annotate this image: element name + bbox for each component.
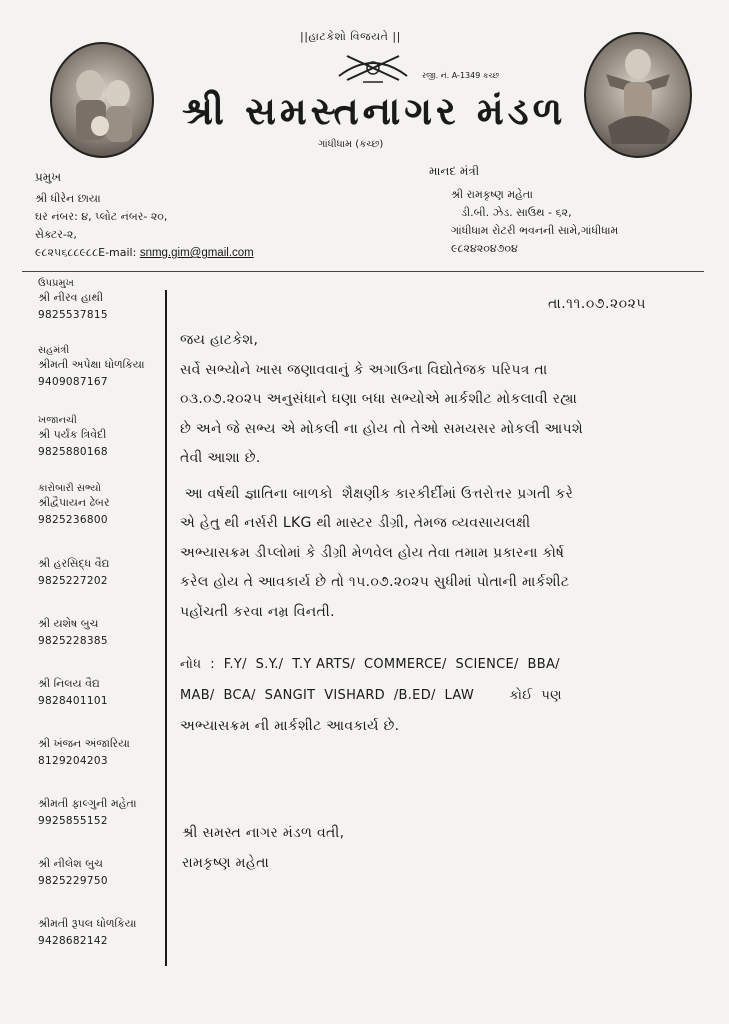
member-name: શ્રી નીલેશ બુચ — [38, 857, 103, 870]
member-name: શ્રીમતી ફાલ્ગુની મહેતા — [38, 797, 137, 810]
text-line: નોધ : F.Y/ S.Y./ T.Y ARTS/ COMMERCE/ SCIENCE/ BBA/ — [180, 657, 560, 672]
member-name: શ્રીમતી રૂપલ ધોળકિયા — [38, 917, 137, 930]
member-name: શ્રી પર્યંક ત્રિવેદી — [38, 428, 107, 441]
member-phone: 9409087167 — [38, 376, 108, 388]
member-name: શ્રીદ્વૈપાયન ઢેબર — [38, 496, 110, 509]
member-phone: 9428682142 — [38, 935, 108, 947]
text-line: છે અને જે સભ્ય એ મોકલી ના હોય તો તેઓ સમયસર મોકલી આપશે — [180, 420, 583, 437]
president-address-line1: ઘર નંબર: ૪, પ્લોટ નંબર- ૨૦, — [35, 210, 168, 223]
member-name: શ્રી નીરવ હાથી — [38, 291, 104, 304]
member-phone: 9825229750 — [38, 875, 108, 887]
members-column — [38, 278, 163, 971]
header-motto: ||હાટકેશો વિજયતે || — [300, 30, 401, 43]
letter-paragraph-2 — [180, 480, 700, 628]
member-entry — [38, 917, 163, 971]
president-block — [35, 168, 335, 262]
text-line: MAB/ BCA/ SANGIT VISHARD /B.ED/ LAW કોઈ પણ — [180, 688, 562, 703]
text-line: તેવી આશા છે. — [180, 450, 261, 466]
president-address-line2: સેક્ટર-૨, — [35, 228, 77, 241]
member-phone: 8129204203 — [38, 755, 108, 767]
text-line: આ વર્ષથી જ્ઞાતિના બાળકો શૈક્ષણીક કારકીર્દીમાં ઉત્તરોત્તર પ્રગતી કરે — [180, 485, 574, 502]
president-contact — [35, 244, 335, 262]
letter-greeting: જય હાટકેશ, — [180, 332, 259, 348]
letter-body — [180, 326, 700, 742]
text-line: સર્વે સભ્યોને ખાસ જણાવવાનું કે અગાઉના વિદ્યોતેજક પરિપત્ર તા — [180, 361, 548, 378]
letter-closing — [182, 819, 344, 878]
president-email-link[interactable]: snmg.gim@gmail.com — [139, 247, 254, 259]
header-divider — [22, 271, 704, 272]
signatory-name: રામકૃષ્ણ મહેતા — [182, 854, 270, 871]
letter-note — [180, 649, 700, 742]
member-phone: 9825228385 — [38, 635, 108, 647]
letter-paragraph-1 — [180, 356, 700, 474]
closing-line: શ્રી સમસ્ત નાગર મંડળ વતી, — [182, 825, 345, 841]
text-line: કરેલ હોય તે આવકાર્ય છે તો ૧૫.૦૭.૨૦૨૫ સુધીમાં પોતાની માર્કશીટ — [180, 574, 570, 590]
member-entry — [38, 278, 163, 345]
text-line: અભ્યાસક્રમ ની માર્કશીટ આવકાર્ય છે. — [180, 718, 400, 734]
secretary-name: શ્રી રામકૃષ્ણ મહેતા — [451, 188, 533, 201]
member-phone: 9825227202 — [38, 575, 108, 587]
text-line: એ હેતુ થી નર્સરી LKG થી માસ્ટર ડીગ્રી, તેમજ વ્યવસાયલક્ષી — [180, 515, 531, 531]
member-name: શ્રી નિલય વૈદ્ય — [38, 677, 100, 690]
member-entry — [38, 677, 163, 731]
member-entry — [38, 345, 163, 415]
text-line: પહોંચતી કરવા નમ્ર વિનતી. — [180, 603, 335, 620]
registration-number: રજી. નં. A-1349 કચ્છ — [422, 71, 499, 80]
secretary-address-line2: ગાંધીધામ રોટરી ભવનની સામે,ગાંધીધામ — [451, 224, 619, 237]
member-entry — [38, 737, 163, 791]
text-line: ૦૩.૦૭.૨૦૨૫ અનુસંધાને ઘણા બધા સભ્યોએ માર્કશીટ મોકલાવી રહ્યા — [180, 391, 578, 407]
member-name: શ્રીમતી અપેક્ષા ધોળકિયા — [38, 358, 145, 371]
member-role: કારોબારી સભ્યો — [38, 483, 101, 494]
president-name: શ્રી ધીરેન છાયા — [35, 192, 101, 205]
text-line: અભ્યાસક્રમ ડીપ્લોમાં કે ડીગ્રી મેળવેલ હોય તેવા તમામ પ્રકારના કોર્ષ — [180, 544, 565, 561]
member-role: ઉપપ્રમુખ — [38, 278, 74, 289]
president-phone: ૯૮૨૫૬૮૮૯૮૮E-mail: — [35, 246, 137, 259]
organization-city: ગાંધીધામ (કચ્છ) — [318, 139, 384, 150]
member-entry — [38, 617, 163, 671]
member-entry — [38, 557, 163, 611]
member-entry — [38, 857, 163, 911]
deity-image-right — [584, 32, 692, 158]
member-role: ખજાનચી — [38, 415, 77, 426]
secretary-role: માનદ મંત્રી — [429, 164, 480, 178]
letter-date: તા.૧૧.૦૭.૨૦૨૫ — [548, 296, 647, 312]
president-role: પ્રમુખ — [35, 170, 62, 184]
member-role: સહમંત્રી — [38, 345, 70, 356]
organization-title: શ્રી સમસ્તનાગર મંડળ — [182, 88, 567, 133]
member-phone: 9825880168 — [38, 446, 108, 458]
member-name: શ્રી ખંજન અંજારિયા — [38, 737, 130, 750]
member-name: શ્રી હરસિદ્ધ વૈદ્ય — [38, 557, 110, 570]
member-phone: 9825236800 — [38, 514, 108, 526]
secretary-phone: ૯૮૨૪૨૦૪૭૦૪ — [451, 242, 518, 255]
member-name: શ્રી યશેષ બુચ — [38, 617, 99, 630]
member-phone: 9825537815 — [38, 309, 108, 321]
secretary-block — [429, 162, 719, 258]
deity-image-left — [50, 42, 154, 158]
secretary-address-line1: ડી.બી. ઝેડ. સાઉથ - ૬૨, — [461, 206, 572, 219]
member-entry — [38, 797, 163, 851]
column-divider — [165, 290, 167, 966]
emblem-icon — [333, 46, 413, 86]
member-phone: 9925855152 — [38, 815, 108, 827]
member-phone: 9828401101 — [38, 695, 108, 707]
member-entry — [38, 415, 163, 483]
member-entry — [38, 483, 163, 551]
